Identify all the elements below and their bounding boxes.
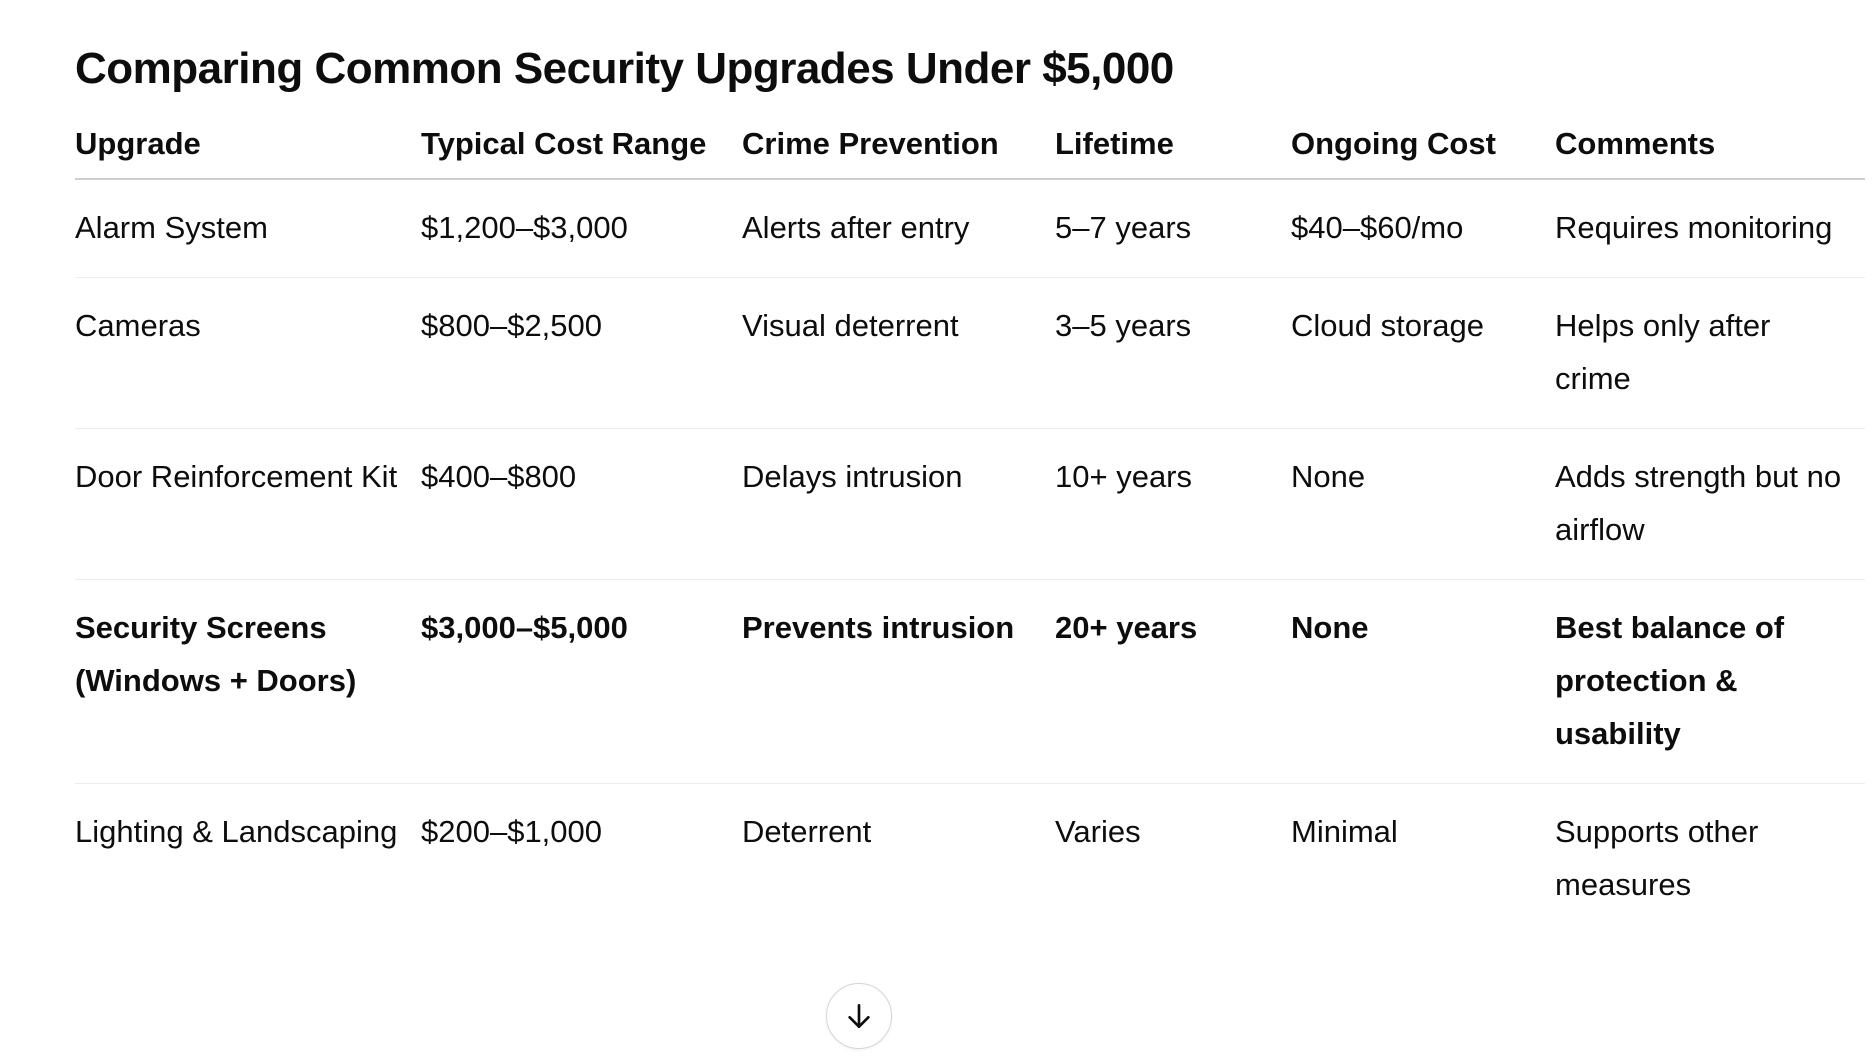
table-cell: Supports other measures xyxy=(1555,814,1759,902)
table-row-highlighted xyxy=(75,580,1865,784)
table-cell: 10+ years xyxy=(1055,429,1291,580)
table-row xyxy=(75,784,1865,935)
table-header-row xyxy=(75,126,1865,179)
column-header-upgrade: Upgrade xyxy=(75,126,421,179)
table-cell: Prevents intrusion xyxy=(742,580,1055,784)
scroll-down-button[interactable] xyxy=(826,983,892,1049)
table-cell: Varies xyxy=(1055,814,1141,849)
table-cell: None xyxy=(1291,580,1555,784)
table-cell: Best balance of protection & usability xyxy=(1555,580,1865,784)
table-cell: Deterrent xyxy=(742,814,872,849)
table-cell: $200–$1,000 xyxy=(421,814,603,849)
table-row xyxy=(75,429,1865,580)
page-title: Comparing Common Security Upgrades Under $5,000 xyxy=(75,44,1174,93)
table-cell: $1,200–$3,000 xyxy=(421,179,742,278)
table-cell: Lighting & Landscaping xyxy=(75,814,398,849)
table-cell: $40–$60/mo xyxy=(1291,179,1555,278)
table-cell: $800–$2,500 xyxy=(421,278,742,429)
table-cell: Minimal xyxy=(1291,814,1398,849)
table-cell: None xyxy=(1291,429,1555,580)
column-header-crime-prevention: Crime Prevention xyxy=(742,126,1055,179)
column-header-cost-range: Typical Cost Range xyxy=(421,126,742,179)
table-cell: Alerts after entry xyxy=(742,179,1055,278)
column-header-comments: Comments xyxy=(1555,126,1865,179)
table-cell: Alarm System xyxy=(75,179,421,278)
table-row xyxy=(75,278,1865,429)
table-cell: 20+ years xyxy=(1055,580,1291,784)
table-cell: Delays intrusion xyxy=(742,429,1055,580)
comparison-table xyxy=(75,126,1865,934)
table-cell: Security Screens (Windows + Doors) xyxy=(75,580,421,784)
column-header-lifetime: Lifetime xyxy=(1055,126,1291,179)
column-header-ongoing-cost: Ongoing Cost xyxy=(1291,126,1555,179)
arrow-down-icon xyxy=(843,1000,875,1032)
table-cell: Door Reinforcement Kit xyxy=(75,429,421,580)
table-cell: Cloud storage xyxy=(1291,278,1555,429)
table-row xyxy=(75,179,1865,278)
table-cell: 5–7 years xyxy=(1055,179,1291,278)
table-cell: $3,000–$5,000 xyxy=(421,580,742,784)
table-cell: $400–$800 xyxy=(421,429,742,580)
table-cell: Cameras xyxy=(75,278,421,429)
table-cell: Adds strength but no airflow xyxy=(1555,429,1865,580)
table-cell: Helps only after crime xyxy=(1555,278,1865,429)
table-cell: Requires monitoring xyxy=(1555,179,1865,278)
table-cell: 3–5 years xyxy=(1055,278,1291,429)
table-cell: Visual deterrent xyxy=(742,278,1055,429)
